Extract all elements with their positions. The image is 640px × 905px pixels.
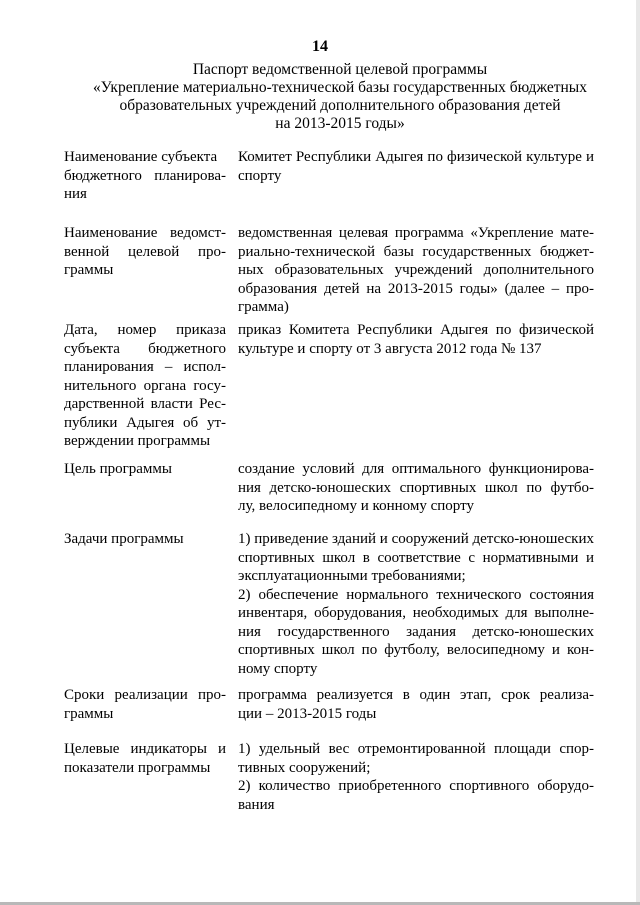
title-line: образовательных учреждений дополнительного образования детей xyxy=(119,97,561,114)
value-line: образования детей на 2013-2015 годы» (далее – про- xyxy=(238,280,594,297)
label-line: венной целевой про- xyxy=(64,243,226,260)
value-line: 2) количество приобретенного спортивного оборудо- xyxy=(238,778,594,794)
row-label xyxy=(64,530,226,549)
label-line: публики Адыгея об ут- xyxy=(64,414,226,431)
value-line: спортивных школ в соответствие с нормативными и xyxy=(238,549,594,566)
value-line: ния государственного задания детско-юношеских xyxy=(238,623,594,640)
value-line: создание условий для оптимального функционирова- xyxy=(238,461,594,477)
row-value xyxy=(238,530,594,678)
label-line: показатели программы xyxy=(64,759,211,776)
value-line: программа реализуется в один этап, срок реализа- xyxy=(238,687,594,703)
value-line: тивных сооружений; xyxy=(238,759,371,776)
row-label xyxy=(64,224,226,280)
value-line: эксплуатационными требованиями; xyxy=(238,568,466,584)
title-line: на 2013-2015 годы» xyxy=(275,115,405,132)
label-line: Задачи программы xyxy=(64,531,184,547)
value-line: Комитет Республики Адыгея по физической культуре и xyxy=(238,149,594,165)
value-line: 1) удельный вес отремонтированной площади спор- xyxy=(238,741,594,757)
title-line: «Укрепление материально-технической базы государственных бюджетных xyxy=(93,79,587,96)
label-line: Наименование ведомст- xyxy=(64,225,226,241)
row-value xyxy=(238,224,594,317)
value-line: ции – 2013-2015 годы xyxy=(238,705,377,722)
label-line: Сроки реализации про- xyxy=(64,687,226,703)
value-line: инвентаря, оборудования, необходимых для выполне- xyxy=(238,605,594,621)
row-value xyxy=(238,686,594,723)
row-value xyxy=(238,148,594,185)
value-line: вания xyxy=(238,796,275,813)
title-line: Паспорт ведомственной целевой программы xyxy=(192,61,488,78)
label-line: граммы xyxy=(64,705,114,722)
row-label xyxy=(64,740,226,777)
page-number: 14 xyxy=(312,38,328,55)
value-line: риально-технической базы государственных бюджет- xyxy=(238,243,594,260)
row-label xyxy=(64,460,226,479)
document-title xyxy=(40,61,640,133)
row-value xyxy=(238,460,594,516)
value-line: грамма) xyxy=(238,299,289,315)
value-line: ному спорту xyxy=(238,660,318,677)
label-line: дарственной власти Рес- xyxy=(64,396,226,412)
value-line: 1) приведение зданий и сооружений детско-юношеских xyxy=(238,531,594,547)
row-label xyxy=(64,148,226,204)
value-line: спорту xyxy=(238,167,282,184)
value-line: спортивных школ по футболу, велосипедному и кон- xyxy=(238,642,594,658)
value-line: ведомственная целевая программа «Укрепление мате- xyxy=(238,225,594,241)
scan-right-edge xyxy=(636,0,640,905)
value-line: ния детско-юношеских спортивных школ по футбо- xyxy=(238,479,594,496)
row-value xyxy=(238,321,594,358)
label-line: граммы xyxy=(64,262,114,278)
label-line: Цель программы xyxy=(64,461,172,477)
label-line: Наименование субъекта xyxy=(64,149,218,165)
label-line: нительного органа госу- xyxy=(64,377,226,394)
value-line: 2) обеспечение нормального технического состояния xyxy=(238,586,594,603)
label-line: планирования – испол- xyxy=(64,359,226,375)
row-label xyxy=(64,321,226,451)
label-line: Дата, номер приказа xyxy=(64,322,226,338)
value-line: ных образовательных учреждений дополнительного xyxy=(238,262,594,278)
value-line: культуре и спорту от 3 августа 2012 года № 137 xyxy=(238,340,542,357)
label-line: Целевые индикаторы и xyxy=(64,741,226,757)
value-line: лу, велосипедному и конному спорту xyxy=(238,498,474,514)
label-line: ния xyxy=(64,186,87,202)
row-value xyxy=(238,740,594,814)
value-line: приказ Комитета Республики Адыгея по физической xyxy=(238,322,594,338)
row-label xyxy=(64,686,226,723)
label-line: верждении программы xyxy=(64,433,211,449)
label-line: субъекта бюджетного xyxy=(64,340,226,357)
label-line: бюджетного планирова- xyxy=(64,167,226,184)
